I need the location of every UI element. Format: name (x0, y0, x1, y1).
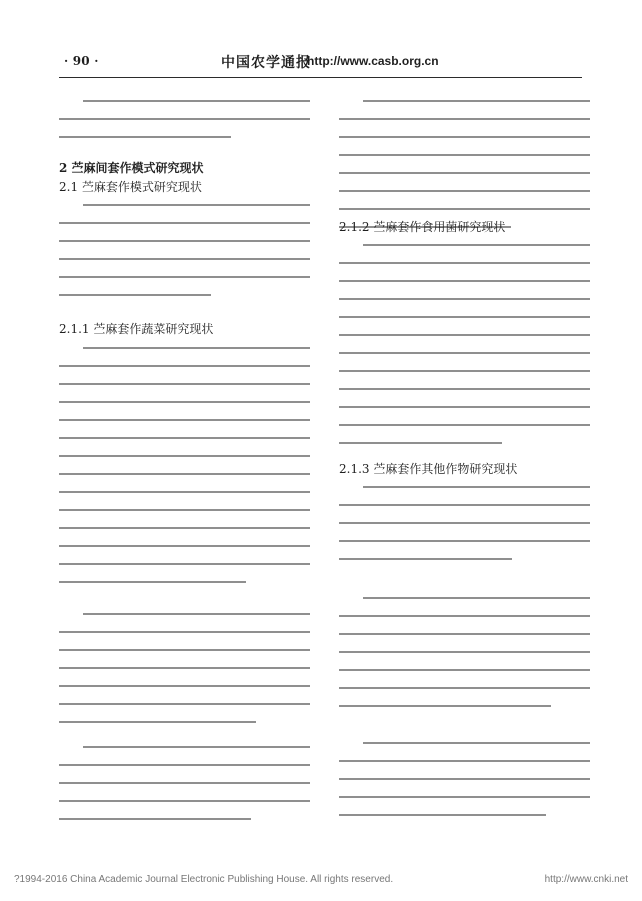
text-line (339, 504, 590, 506)
text-line (59, 419, 310, 421)
text-line (339, 705, 551, 707)
text-line (59, 455, 310, 457)
text-line (339, 669, 590, 671)
text-line (59, 365, 310, 367)
text-line (339, 334, 590, 336)
text-line (59, 545, 310, 547)
text-line (339, 687, 590, 689)
right-paragraph-3 (339, 478, 590, 584)
header-rule (59, 77, 582, 78)
text-line (59, 703, 310, 705)
journal-name: 中国农学通报 (221, 55, 311, 71)
text-line (339, 442, 502, 444)
text-line (363, 100, 590, 102)
page-footer (0, 874, 642, 892)
text-line (59, 473, 310, 475)
text-line (59, 509, 310, 511)
text-line (339, 118, 590, 120)
text-line (339, 172, 590, 174)
text-line (363, 486, 590, 488)
text-line (339, 406, 590, 408)
text-line (59, 581, 246, 583)
text-line (339, 651, 590, 653)
text-line (59, 631, 310, 633)
text-line (59, 258, 310, 260)
running-header (0, 52, 642, 76)
text-line (339, 352, 590, 354)
text-line (339, 558, 512, 560)
left-paragraph-1 (59, 92, 310, 154)
right-paragraph-4 (339, 589, 590, 729)
text-line (339, 280, 590, 282)
text-line (59, 685, 310, 687)
text-line (339, 760, 590, 762)
text-line (363, 244, 590, 246)
text-line (83, 746, 310, 748)
text-line (59, 276, 310, 278)
right-column (339, 92, 590, 872)
page-number: · 90 · (64, 54, 99, 68)
left-paragraph-5 (59, 738, 310, 836)
text-line (83, 204, 310, 206)
text-line (59, 649, 310, 651)
journal-url: http://www.casb.org.cn (307, 54, 439, 68)
text-line (83, 100, 310, 102)
text-line (59, 136, 231, 138)
section-212-heading: 2.1.2 苎麻套作食用菌研究现状 (339, 220, 506, 234)
text-line (339, 796, 590, 798)
text-line (59, 118, 310, 120)
text-line (59, 401, 310, 403)
section-213-heading: 2.1.3 苎麻套作其他作物研究现状 (339, 462, 518, 476)
text-line (363, 742, 590, 744)
text-line (83, 347, 310, 349)
text-line (339, 370, 590, 372)
left-column (59, 92, 310, 872)
section-21-heading: 2.1 苎麻套作模式研究现状 (59, 180, 202, 194)
text-line (59, 764, 310, 766)
text-line (59, 667, 310, 669)
text-line (339, 190, 590, 192)
text-line (59, 782, 310, 784)
text-line (59, 383, 310, 385)
text-line (339, 615, 590, 617)
text-line (339, 424, 590, 426)
footer-site: http://www.cnki.net (544, 874, 628, 885)
text-line (339, 388, 590, 390)
text-line (339, 316, 590, 318)
text-line (59, 222, 310, 224)
right-paragraph-5 (339, 734, 590, 840)
text-line (59, 563, 310, 565)
text-line (339, 633, 590, 635)
text-line (59, 721, 256, 723)
text-line (59, 818, 251, 820)
text-line (59, 800, 310, 802)
text-line (59, 437, 310, 439)
section-211-heading: 2.1.1 苎麻套作蔬菜研究现状 (59, 322, 214, 336)
text-line (339, 262, 590, 264)
text-line (59, 240, 310, 242)
footer-copyright: ?1994-2016 China Academic Journal Electronic Publishing House. All rights reserved. (14, 874, 394, 885)
text-line (339, 522, 590, 524)
text-line (363, 597, 590, 599)
text-line (59, 527, 310, 529)
text-line (339, 154, 590, 156)
text-line (339, 298, 590, 300)
left-paragraph-3 (59, 339, 310, 602)
section-2-heading: 2 苎麻间套作模式研究现状 (59, 161, 204, 175)
text-line (59, 491, 310, 493)
text-line (339, 136, 590, 138)
left-paragraph-2 (59, 196, 310, 316)
right-paragraph-2 (339, 236, 590, 460)
left-paragraph-4 (59, 605, 310, 735)
text-line (339, 814, 546, 816)
text-line (339, 540, 590, 542)
text-line (83, 613, 310, 615)
text-line (339, 208, 590, 210)
text-line (339, 778, 590, 780)
text-line (59, 294, 211, 296)
